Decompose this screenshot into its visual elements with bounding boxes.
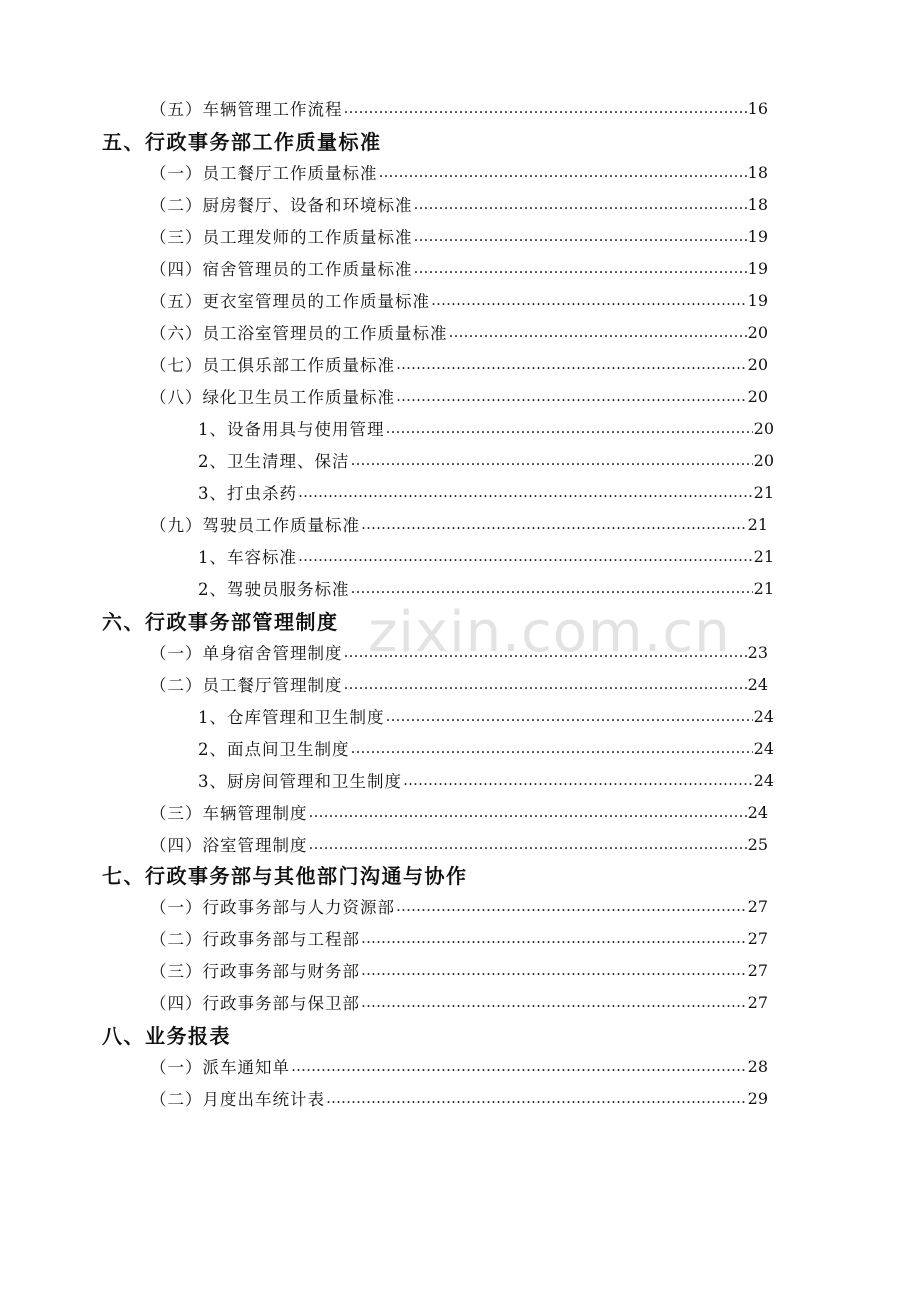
toc-page-number: 16 (747, 98, 768, 118)
toc-entry[interactable] (198, 701, 774, 731)
toc-page-number: 20 (753, 418, 774, 438)
dot-leader (351, 738, 753, 758)
toc-entry-label: 2、面点间卫生制度 (198, 740, 350, 759)
dot-leader (361, 514, 747, 534)
dot-leader (414, 194, 747, 214)
toc-entry-label: 1、设备用具与使用管理 (198, 420, 385, 439)
toc-entry-label: （六）员工浴室管理员的工作质量标准 (150, 324, 448, 343)
dot-leader (291, 1056, 747, 1076)
toc-chapter-heading (102, 859, 702, 889)
toc-chapter-heading (102, 1019, 702, 1049)
toc-entry-label: （七）员工俱乐部工作质量标准 (150, 356, 395, 375)
toc-entry[interactable] (198, 477, 774, 507)
dot-leader (344, 98, 747, 118)
toc-page-number: 21 (747, 514, 768, 534)
toc-page-number: 24 (747, 674, 768, 694)
toc-entry-label: 八、业务报表 (102, 1023, 231, 1048)
toc-entry[interactable] (198, 733, 774, 763)
dot-leader (396, 354, 747, 374)
toc-page-number: 27 (747, 992, 768, 1012)
toc-entry[interactable] (150, 637, 768, 667)
toc-entry-label: 七、行政事务部与其他部门沟通与协作 (102, 863, 468, 888)
toc-page-number: 19 (747, 226, 768, 246)
toc-entry[interactable] (150, 797, 768, 827)
toc-entry[interactable] (150, 923, 768, 953)
toc-entry[interactable] (150, 955, 768, 985)
toc-page-number: 24 (753, 770, 774, 790)
dot-leader (309, 834, 747, 854)
toc-entry-label: （二）厨房餐厅、设备和环境标准 (150, 196, 413, 215)
toc-chapter-heading (102, 605, 702, 635)
dot-leader (396, 896, 747, 916)
toc-entry-label: （八）绿化卫生员工作质量标准 (150, 388, 395, 407)
toc-page-number: 24 (747, 802, 768, 822)
toc-entry-label: 3、打虫杀药 (198, 484, 297, 503)
toc-entry[interactable] (150, 189, 768, 219)
toc-entry-label: （一）员工餐厅工作质量标准 (150, 164, 378, 183)
toc-page-number: 24 (753, 738, 774, 758)
toc-entry-label: （一）派车通知单 (150, 1058, 290, 1077)
toc-page-number: 18 (747, 194, 768, 214)
dot-leader (396, 386, 747, 406)
toc-page-number: 27 (747, 896, 768, 916)
dot-leader (386, 706, 753, 726)
toc-entry[interactable] (150, 317, 768, 347)
toc-page-number: 18 (747, 162, 768, 182)
dot-leader (361, 960, 747, 980)
toc-entry-label: （四）行政事务部与保卫部 (150, 994, 360, 1013)
toc-page-number: 20 (747, 322, 768, 342)
dot-leader (361, 992, 747, 1012)
toc-page-number: 25 (747, 834, 768, 854)
toc-page-number: 27 (747, 928, 768, 948)
toc-entry-label: （五）更衣室管理员的工作质量标准 (150, 292, 430, 311)
toc-entry-label: （三）员工理发师的工作质量标准 (150, 228, 413, 247)
toc-entry[interactable] (150, 93, 768, 123)
toc-page-number: 24 (753, 706, 774, 726)
toc-page-number: 23 (747, 642, 768, 662)
dot-leader (351, 450, 753, 470)
dot-leader (344, 674, 747, 694)
toc-entry[interactable] (150, 349, 768, 379)
toc-entry[interactable] (150, 285, 768, 315)
dot-leader (326, 1088, 747, 1108)
toc-entry-label: 六、行政事务部管理制度 (102, 609, 339, 634)
toc-entry[interactable] (150, 157, 768, 187)
toc-entry[interactable] (150, 829, 768, 859)
toc-entry-label: （二）员工餐厅管理制度 (150, 676, 343, 695)
toc-entry-label: 3、厨房间管理和卫生制度 (198, 772, 402, 791)
dot-leader (344, 642, 747, 662)
toc-page-number: 20 (753, 450, 774, 470)
toc-entry[interactable] (150, 509, 768, 539)
toc-page-number: 27 (747, 960, 768, 980)
dot-leader (414, 258, 747, 278)
toc-entry-label: （二）行政事务部与工程部 (150, 930, 360, 949)
toc-page-number: 29 (747, 1088, 768, 1108)
toc-chapter-heading (102, 125, 702, 155)
watermark: zixin.com.cn (368, 600, 731, 665)
toc-entry-label: （三）车辆管理制度 (150, 804, 308, 823)
toc-entry[interactable] (198, 541, 774, 571)
dot-leader (351, 578, 753, 598)
dot-leader (379, 162, 747, 182)
toc-entry-label: 2、卫生清理、保洁 (198, 452, 350, 471)
toc-entry-label: 2、驾驶员服务标准 (198, 580, 350, 599)
toc-entry[interactable] (198, 573, 774, 603)
toc-page-number: 20 (747, 386, 768, 406)
toc-entry[interactable] (150, 987, 768, 1017)
toc-entry-label: （五）车辆管理工作流程 (150, 100, 343, 119)
dot-leader (298, 482, 753, 502)
toc-entry-label: （一）单身宿舍管理制度 (150, 644, 343, 663)
toc-entry[interactable] (198, 765, 774, 795)
toc-entry-label: （一）行政事务部与人力资源部 (150, 898, 395, 917)
toc-page-number: 21 (753, 546, 774, 566)
toc-entry[interactable] (198, 413, 774, 443)
toc-entry-label: （三）行政事务部与财务部 (150, 962, 360, 981)
toc-entry-label: （二）月度出车统计表 (150, 1090, 325, 1109)
toc-entry[interactable] (150, 669, 768, 699)
toc-page-number: 21 (753, 482, 774, 502)
toc-entry-label: （四）浴室管理制度 (150, 836, 308, 855)
toc-entry-label: 1、车容标准 (198, 548, 297, 567)
toc-entry-label: （四）宿舍管理员的工作质量标准 (150, 260, 413, 279)
toc-entry-label: 1、仓库管理和卫生制度 (198, 708, 385, 727)
toc-page-number: 20 (747, 354, 768, 374)
toc-page-number: 19 (747, 258, 768, 278)
toc-entry[interactable] (150, 253, 768, 283)
dot-leader (414, 226, 747, 246)
toc-entry[interactable] (150, 1083, 768, 1113)
dot-leader (386, 418, 753, 438)
dot-leader (309, 802, 747, 822)
dot-leader (431, 290, 747, 310)
toc-entry[interactable] (150, 1051, 768, 1081)
toc-page-number: 28 (747, 1056, 768, 1076)
toc-page-number: 19 (747, 290, 768, 310)
dot-leader (449, 322, 747, 342)
toc-entry[interactable] (150, 381, 768, 411)
toc-entry-label: 五、行政事务部工作质量标准 (102, 129, 382, 154)
dot-leader (361, 928, 747, 948)
dot-leader (298, 546, 753, 566)
toc-entry-label: （九）驾驶员工作质量标准 (150, 516, 360, 535)
toc-entry[interactable] (150, 221, 768, 251)
toc-entry[interactable] (198, 445, 774, 475)
dot-leader (403, 770, 753, 790)
toc-entry[interactable] (150, 891, 768, 921)
toc-page-number: 21 (753, 578, 774, 598)
